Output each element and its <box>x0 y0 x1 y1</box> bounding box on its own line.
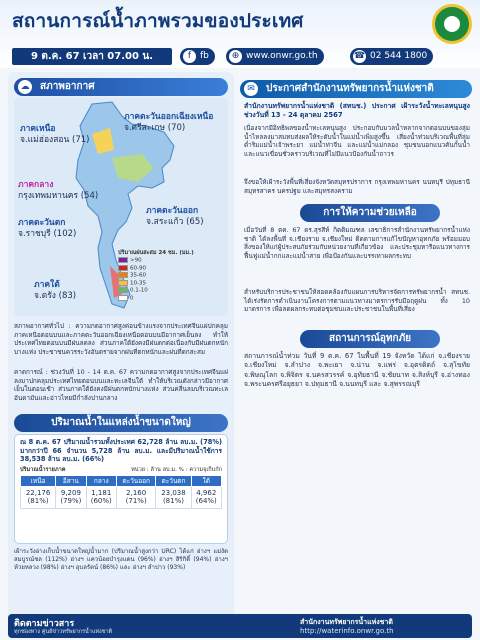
website-link[interactable]: ⊕ www.onwr.go.th <box>226 48 324 65</box>
facebook-icon: f <box>183 50 196 63</box>
legend-label: 0.1-10 <box>130 287 148 294</box>
legend-item <box>118 280 194 288</box>
office-body: เนื่องจากมีอิทธิพลของน้ำทะเลหนุนสูง ประกอบกับมวลน้ำหลากจากตอนบนของลุ่มน้ำไหลลงมาสมทบส่งผลให้ระดับน้ำในแม่น้ำเพิ่มสูงขึ้น เสี่ยงน้ำท่วมบริเวณพื้นที่ลุ่มต่ำริมแม่น้ำเจ้าพระยา แม่น้ำท่าจีน และแม่น้ำแม่กลอง ชุมชนนอกแนวคันกั้นน้ำ และแนวเขื่อนชั่วคราวบริเวณที่ไม่มีแนวป้องกันน้ำถาวร <box>244 124 470 158</box>
region-south: ภาคใต้ จ.ตรัง (83) <box>34 280 77 301</box>
footer-follow-sub: ทุกช่องทาง ศูนย์ข่าวทรัพยากรน้ำแห่งชาติ <box>14 629 113 635</box>
legend-label: 10-35 <box>130 280 146 286</box>
table-header-cell: ตะวันออก <box>116 475 155 486</box>
assistance-header: การให้ความช่วยเหลือ <box>300 204 440 222</box>
flood-body: สถานการณ์น้ำท่วม วันที่ 9 ต.ค. 67 ในพื้นที่ 19 จังหวัด ได้แก่ จ.เชียงราย จ.เชียงใหม่ จ.ลำปาง จ.พะเยา จ.น่าน จ.แพร่ จ.อุตรดิตถ์ จ.สุโขทัย จ.พิษณุโลก จ.พิจิตร จ.นครสวรรค์ จ.อุทัยธานี จ.ชัยนาท จ.สิงห์บุรี จ.อ่างทอง จ.พระนครศรีอยุธยา จ.ปทุมธานี จ.นนทบุรี และ จ.สุพรรณบุรี <box>244 352 470 389</box>
region-storage-table <box>20 475 222 509</box>
legend-swatch <box>118 295 128 301</box>
storage-card <box>14 434 228 544</box>
legend-label: 60-90 <box>130 265 146 271</box>
office-areas: จึงขอให้เฝ้าระวังพื้นที่เสี่ยงจังหวัดสมุทรปราการ กรุงเทพมหานคร นนทบุรี ปทุมธานี สมุทรสาคร นครปฐม และสมุทรสงคราม <box>244 178 470 195</box>
legend-item <box>118 257 194 265</box>
footer-url[interactable]: http://waterinfo.onwr.go.th <box>300 627 394 635</box>
legend-item <box>118 295 194 303</box>
table-value: 9,209 <box>60 489 81 497</box>
weather-forecast-text: คาดการณ์ : ช่วงวันที่ 10 - 14 ต.ค. 67 ความกดอากาศสูงจากประเทศจีนแผ่ลงมาปกคลุมประเทศไทยตอนบนและทะเลจีนใต้ ทำให้บริเวณดังกล่าวมีอากาศเย็นในตอนเช้า ส่วนภาคใต้ยังคงมีฝนตกหนักบางแห่ง ส่วนคลื่นลมบริเวณทะเลอันดามันและอ่าวไทยมีกำลังปานกลาง <box>14 368 228 402</box>
social-link[interactable]: f fb <box>180 48 215 65</box>
storage-watch-text: เฝ้าระวังอ่างเก็บน้ำขนาดใหญ่น้ำมาก (ปริมาณน้ำสูงกว่า URC) ได้แก่ อ่างฯ แม่งัดสมบูรณ์ชล (112%) อ่างฯ แควน้อยบำรุงแดน (96%) อ่างฯ สิริกิติ์ (94%) อ่างฯ ห้วยหลวง (98%) อ่างฯ อุบลรัตน์ (86%) และ อ่างฯ ลำปาว (93%) <box>14 548 228 571</box>
table-percent: (79%) <box>60 497 82 505</box>
globe-icon: ⊕ <box>229 50 242 63</box>
table-cell <box>21 486 56 508</box>
legend-label: 0 <box>130 295 134 301</box>
region-central: ภาคกลาง กรุงเทพมหานคร (54) <box>18 180 99 201</box>
table-units: หน่วย : ล้าน ลบ.ม. % : ความจุเก็บกัก <box>131 466 222 473</box>
weather-general-text: สภาพอากาศทั่วไป : ความกดอากาศสูงค่อนข้างแรงจากประเทศจีนแผ่ปกคลุมภาคเหนือตอนบนและภาคตะวันออกเฉียงเหนือตอนบนมีอากาศเย็นลง ทำให้ประเทศไทยตอนบนมีฝนลดลง ส่วนภาคใต้ยังคงมีฝนตกต่อเนื่องกับมีฝนตกหนักบางแห่ง ประชาชนควรระวังอันตรายจากฝนที่ตกหนักและฝนที่ตกสะสม <box>14 322 228 356</box>
legend-item <box>118 265 194 273</box>
region-northeast: ภาคตะวันออกเฉียงเหนือ จ.ศรีสะเกษ (70) <box>124 112 214 133</box>
legend-label: 35-60 <box>130 272 146 279</box>
table-cell <box>191 486 221 508</box>
storage-summary: ณ 8 ต.ค. 67 ปริมาณน้ำรวมทั้งประเทศ 62,728 ล้าน ลบ.ม. (78%) มากกว่าปี 66 จำนวน 5,728 ล้าน ลบ.ม. และมีปริมาณน้ำใช้การ 38,538 ล้าน ลบ.ม. (66%) <box>20 438 222 463</box>
legend-swatch <box>118 280 128 286</box>
megaphone-icon: ✉ <box>244 82 258 96</box>
cloud-icon: ☁ <box>18 80 32 94</box>
table-cell <box>156 486 191 508</box>
legend-item <box>118 287 194 295</box>
legend-swatch <box>118 272 128 278</box>
footer-agency: สำนักงานทรัพยากรน้ำแห่งชาติ <box>300 618 393 626</box>
weather-section-header: ☁ สภาพอากาศ <box>14 78 228 96</box>
table-percent: (71%) <box>125 497 147 505</box>
legend-item <box>118 272 194 280</box>
table-header-cell: กลาง <box>86 475 116 486</box>
table-caption: ปริมาณน้ำรายภาค <box>20 466 66 473</box>
legend-swatch <box>118 265 128 271</box>
flood-header: สถานการณ์อุทกภัย <box>300 330 440 348</box>
legend-swatch <box>118 257 128 263</box>
region-east: ภาคตะวันออก จ.สระแก้ว (65) <box>146 206 204 227</box>
region-west: ภาคตะวันตก จ.ราชบุรี (102) <box>18 218 77 239</box>
table-percent: (81%) <box>27 497 49 505</box>
table-value: 1,181 <box>91 489 112 497</box>
office-lead: สำนักงานทรัพยากรน้ำแห่งชาติ (สทนช.) ประกาศ เฝ้าระวังน้ำทะเลหนุนสูง ช่วงวันที่ 13 - 24 ตุลาคม 2567 <box>244 102 470 119</box>
legend-label: >90 <box>130 257 142 264</box>
table-value: 2,160 <box>126 489 147 497</box>
phone-link[interactable]: ☎ 02 544 1800 <box>350 48 433 65</box>
table-header-cell: ตะวันตก <box>156 475 191 486</box>
table-cell <box>86 486 116 508</box>
storage-section-header: ปริมาณน้ำในแหล่งน้ำขนาดใหญ่ <box>14 414 228 432</box>
table-value: 4,962 <box>196 489 217 497</box>
page-title: สถานการณ์น้ำภาพรวมของประเทศ <box>12 10 304 32</box>
assistance-body-1: เมื่อวันที่ 8 ตค. 67 ดร.สุรสีห์ กิตติมณฑล เลขาธิการสำนักงานทรัพยากรน้ำแห่งชาติ ได้ลงพื้นที่ จ.เชียงราย จ.เชียงใหม่ ติดตามการแก้ไขปัญหาอุทกภัย พร้อมมอบสิ่งของให้แก่ผู้ประสบภัยร่วมกับหน่วยงานที่เกี่ยวข้อง และประชุมหารือแนวทางการฟื้นฟูแม่น้ำกกและแม่น้ำสาย เพื่อป้องกันและบรรเทาผลกระทบ <box>244 226 470 260</box>
rain-legend: ปริมาณฝนสะสม 24 ชม. (มม.) >90 60-90 35-60 10-35 0.1-10 0 <box>118 250 194 301</box>
table-cell <box>116 486 155 508</box>
table-header-cell: อีสาน <box>56 475 86 486</box>
table-percent: (81%) <box>162 497 184 505</box>
table-header-cell: ใต้ <box>191 475 221 486</box>
region-north: ภาคเหนือ จ.แม่ฮ่องสอน (71) <box>20 124 90 145</box>
assistance-body-2: สำหรับบริการประชาชนให้สอดคล้องกับแผนการบริหารจัดการทรัพยากรน้ำ สทนช. ได้เร่งรัดการดำเนินงานโครงการตามแนวทางมาตรการรับมือฤดูฝน ทั้ง 10 มาตรการ เพื่อลดผลกระทบต่อชุมชนและประชาชนในพื้นที่เสี่ยง <box>244 288 470 314</box>
agency-logo <box>432 4 472 44</box>
table-cell <box>56 486 86 508</box>
table-percent: (64%) <box>195 497 217 505</box>
footer-follow-title: ติดตามข่าวสาร <box>14 619 75 629</box>
table-value: 22,176 <box>25 489 51 497</box>
table-percent: (60%) <box>90 497 112 505</box>
report-date: 9 ต.ค. 67 เวลา 07.00 น. <box>12 48 172 65</box>
phone-icon: ☎ <box>353 51 366 61</box>
table-value: 23,038 <box>161 489 186 497</box>
office-announcement-header: ✉ ประกาศสำนักงานทรัพยากรน้ำแห่งชาติ <box>240 80 472 98</box>
table-header-cell: เหนือ <box>21 475 56 486</box>
legend-swatch <box>118 287 128 293</box>
